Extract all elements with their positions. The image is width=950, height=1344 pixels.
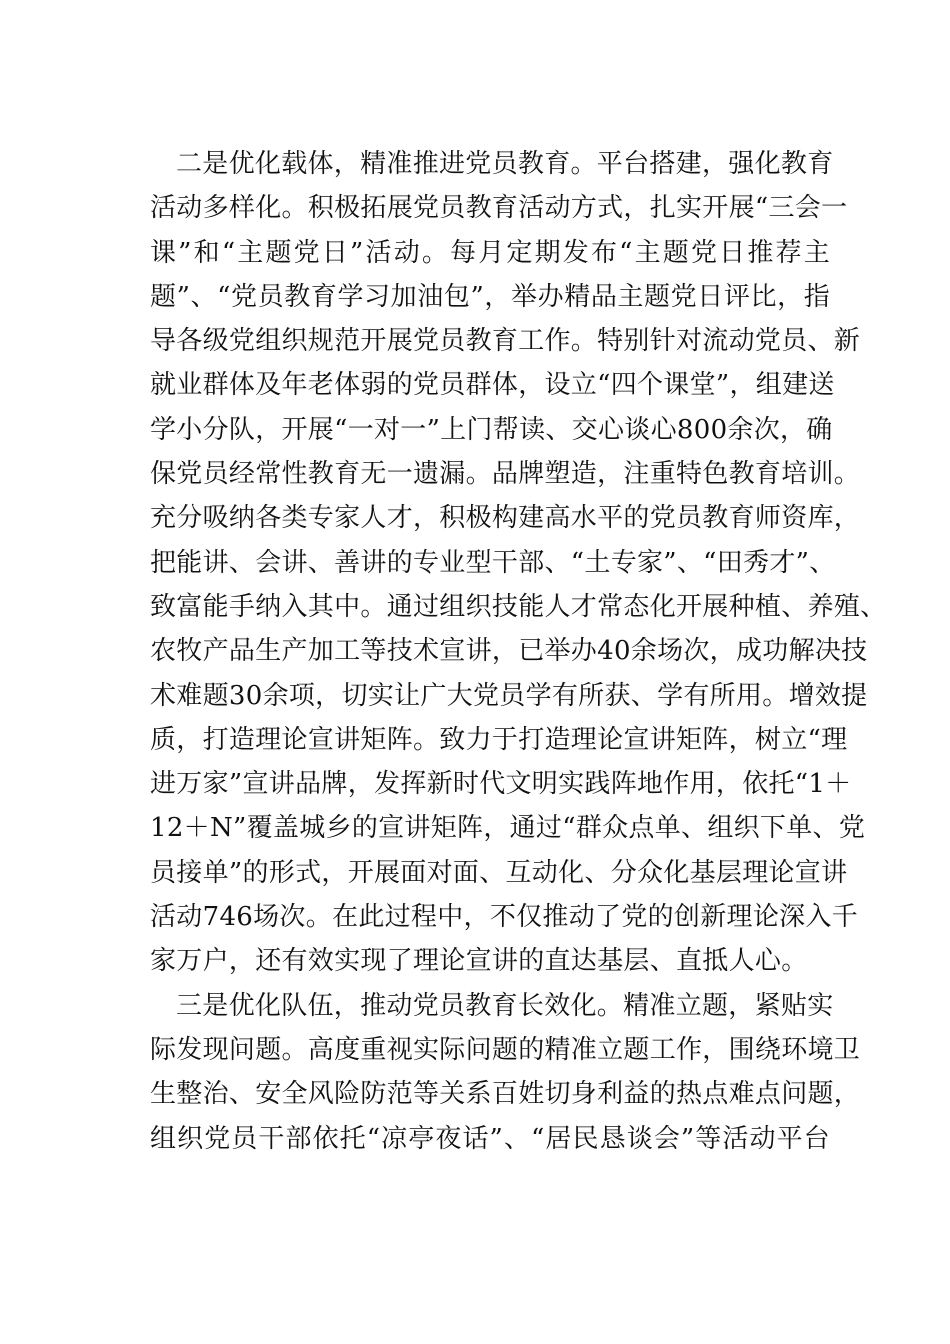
- paragraph-line: 进万家”宣讲品牌，发挥新时代文明实践阵地作用，依托“1＋: [150, 769, 852, 800]
- paragraph: [150, 984, 861, 1161]
- paragraph-line: 质，打造理论宣讲矩阵。致力于打造理论宣讲矩阵，树立“理: [150, 724, 848, 755]
- paragraph-line: 员接单”的形式，开展面对面、互动化、分众化基层理论宣讲: [150, 857, 848, 888]
- paragraph-line: 12＋N”覆盖城乡的宣讲矩阵，通过“群众点单、组织下单、党: [150, 813, 866, 844]
- paragraph-line: 家万户，还有效实现了理论宣讲的直达基层、直抵人心。: [150, 946, 808, 977]
- paragraph-line: 生整治、安全风险防范等关系百姓切身利益的热点难点问题，: [150, 1079, 861, 1110]
- paragraph: [150, 142, 887, 984]
- document-body: [150, 142, 887, 1161]
- paragraph-line: 活动746场次。在此过程中，不仅推动了党的创新理论深入千: [150, 902, 859, 933]
- paragraph-line: 术难题30余项，切实让广大党员学有所获、学有所用。增效提: [150, 680, 868, 711]
- paragraph-line: 题”、“党员教育学习加油包”，举办精品主题党日评比，指: [150, 281, 830, 312]
- paragraph-line: 课”和“主题党日”活动。每月定期发布“主题党日推荐主: [150, 237, 830, 268]
- paragraph-line: 活动多样化。积极拓展党员教育活动方式，扎实开展“三会一: [150, 193, 848, 224]
- paragraph-line: 保党员经常性教育无一遗漏。品牌塑造，注重特色教育培训。: [150, 459, 861, 490]
- paragraph-line: 组织党员干部依托“凉亭夜话”、“居民恳谈会”等活动平台: [150, 1123, 830, 1154]
- paragraph-line: 致富能手纳入其中。通过组织技能人才常态化开展种植、养殖、: [150, 591, 887, 622]
- paragraph-line: 际发现问题。高度重视实际问题的精准立题工作，围绕环境卫: [150, 1034, 861, 1065]
- paragraph-line: 学小分队，开展“一对一”上门帮读、交心谈心800余次，确: [150, 414, 833, 445]
- paragraph-line: 把能讲、会讲、善讲的专业型干部、“土专家”、“田秀才”、: [150, 547, 836, 578]
- paragraph-line: 就业群体及年老体弱的党员群体，设立“四个课堂”，组建送: [150, 370, 835, 401]
- paragraph-line: 二是优化载体，精准推进党员教育。平台搭建，强化教育: [176, 149, 834, 179]
- paragraph-line: 农牧产品生产加工等技术宣讲，已举办40余场次，成功解决技: [150, 636, 868, 667]
- paragraph-line: 充分吸纳各类专家人才，积极构建高水平的党员教育师资库，: [150, 503, 861, 534]
- paragraph-line: 三是优化队伍，推动党员教育长效化。精准立题，紧贴实: [176, 990, 834, 1021]
- paragraph-line: 导各级党组织规范开展党员教育工作。特别针对流动党员、新: [150, 326, 861, 357]
